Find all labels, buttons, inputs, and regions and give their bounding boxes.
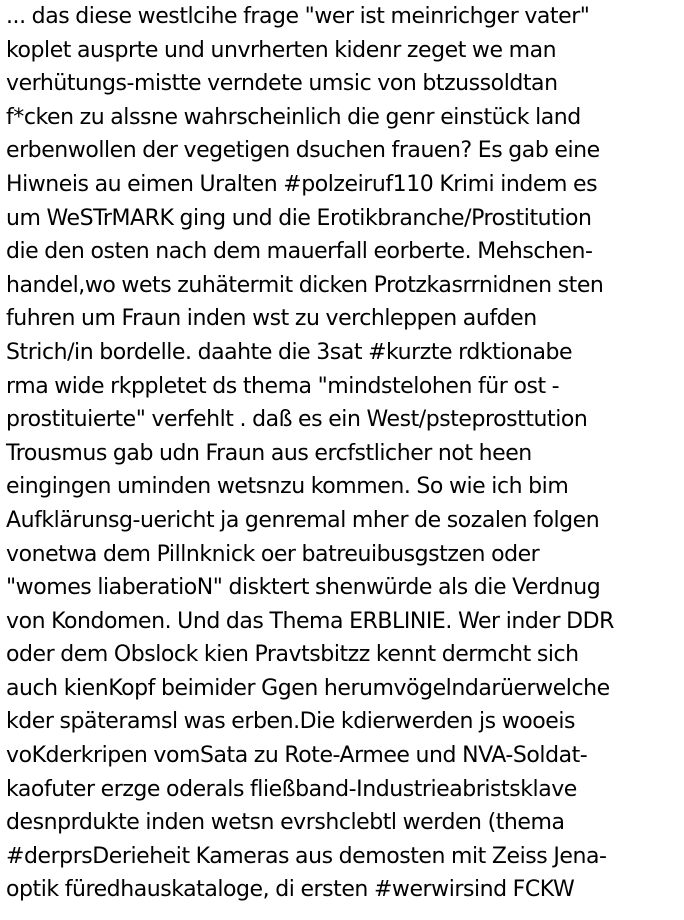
text-line: kder späteramsl was erben.Die kdierwerden js wooeis [6,709,576,735]
text-line: prostituierte" verfehlt . daß es ein West/psteprosttution [6,407,588,433]
text-line: die den osten nach dem mauerfall eorberte. Mehschen- [6,239,593,265]
text-line: fuhren um Fraun inden wst zu verchleppen aufden [6,306,537,332]
text-line: um WeSTrMARK ging und die Erotikbranche/Prostitution [6,205,592,231]
text-line: "womes liaberatioN" disktert shenwürde als die Verdnug [6,575,601,601]
text-line: Trousmus gab udn Fraun aus ercfstlicher not heen [6,440,532,466]
text-line: Strich/in bordelle. daahte die 3sat #kurzte rdktionabe [6,339,573,365]
text-line: eingingen uminden wetsnzu kommen. So wie ich bim [6,474,569,500]
text-line: koplet ausprte und unvrherten kidenr zeget we man [6,37,557,63]
text-line: Aufklärunsg-uericht ja genremal mher de sozalen folgen [6,507,600,533]
text-line: auch kienKopf beimider Ggen herumvögelndarüerwelche [6,675,610,701]
text-line: verhütungs-mistte verndete umsic von btzussoldtan [6,71,558,97]
text-line: #derprsDerieheit Kameras aus demosten mit Zeiss Jena- [6,843,607,869]
text-line: voKderkripen vomSata zu Rote-Armee und NVA-Soldat- [6,743,588,769]
text-line: Hiwneis au eimen Uralten #polzeiruf110 Krimi indem es [6,171,598,197]
text-line: ... das diese westlcihe frage "wer ist meinrichger vater" [6,4,590,29]
text-line: vonetwa dem Pillnknick oer batreuibusgstzen oder [6,541,540,567]
text-line: f*cken zu alssne wahrscheinlich die genr einstück land [6,104,581,130]
text-line: desnprdukte inden wetsn evrshclebtl werden (thema [6,810,565,836]
text-line: erbenwollen der vegetigen dsuchen frauen? Es gab eine [6,138,600,164]
text-line: oder dem Obslock kien Pravtsbitzz kennt dermcht sich [6,642,579,668]
text-line: optik füredhauskataloge, di ersten #werwirsind FCKW [6,877,575,903]
text-line: kaofuter erzge oderals fließband-Industrieabristsklave [6,776,577,802]
text-line: von Kondomen. Und das Thema ERBLINIE. Wer inder DDR [6,608,614,634]
text-line: rma wide rkppletet ds thema "mindstelohen für ost - [6,373,560,399]
body-text [6,0,682,907]
text-line: handel,wo wets zuhätermit dicken Protzkasrrnidnen sten [6,272,604,298]
